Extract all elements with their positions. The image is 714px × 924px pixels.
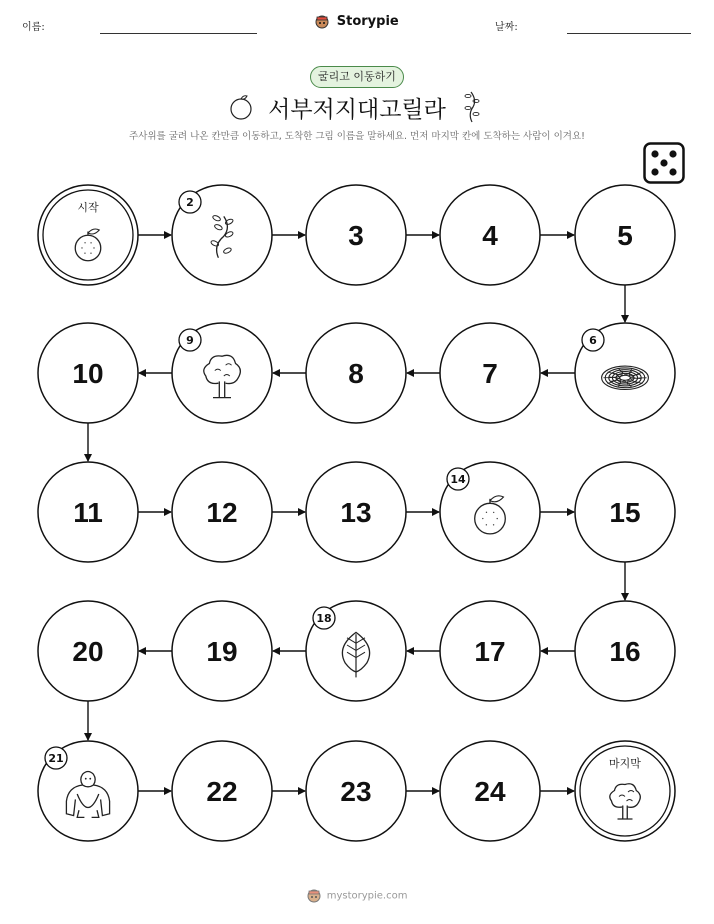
finish-space[interactable] [575,741,675,841]
space-number: 5 [617,220,633,251]
board-space-24[interactable] [440,741,540,841]
brand-name: Storypie [336,14,399,29]
date-label: 날짜: [495,22,518,33]
board-space-11[interactable] [38,462,138,562]
space-number: 13 [340,497,372,528]
board-space-2[interactable] [172,185,272,285]
instructions: 주사위를 굴려 나온 칸만큼 이동하고, 도착한 그림 이름을 말하세요. 먼저 마지막 칸에 도착하는 사람이 이겨요! [129,131,585,142]
space-number: 10 [72,358,104,389]
space-number: 8 [348,358,364,389]
footer-site: mystorypie.com [326,890,408,902]
space-number: 17 [474,636,506,667]
space-number: 11 [73,497,103,528]
board-space-7[interactable] [440,323,540,423]
page-title: 서부저지대고릴라 [268,97,446,123]
space-number: 19 [206,636,238,667]
board-space-3[interactable] [306,185,406,285]
finish-label: 마지막 [609,757,641,770]
board-space-6[interactable] [575,323,675,423]
board-space-17[interactable] [440,601,540,701]
space-number: 15 [609,497,641,528]
space-number: 20 [72,636,104,667]
space-number: 24 [474,776,506,807]
space-number: 3 [348,220,364,251]
space-number: 7 [482,358,498,389]
space-number: 23 [340,776,372,807]
start-space[interactable] [38,185,138,285]
board-space-14[interactable] [440,462,540,562]
board-space-23[interactable] [306,741,406,841]
board-space-5[interactable] [575,185,675,285]
start-label: 시작 [77,201,99,214]
board-space-20[interactable] [38,601,138,701]
board-space-9[interactable] [172,323,272,423]
name-label: 이름: [22,22,45,33]
space-number: 16 [609,636,641,667]
footer [0,888,714,903]
storypie-mascot-icon [307,888,321,903]
space-number: 6 [589,334,597,347]
space-number: 21 [48,752,64,765]
space-number: 14 [450,473,466,486]
board-space-12[interactable] [172,462,272,562]
board-space-18[interactable] [306,601,406,701]
space-number: 4 [482,220,498,251]
space-number: 9 [186,334,194,347]
board-space-8[interactable] [306,323,406,423]
game-type-badge: 굴리고 이동하기 [310,66,404,88]
space-number: 22 [206,776,238,807]
board-space-13[interactable] [306,462,406,562]
board-space-19[interactable] [172,601,272,701]
space-number: 18 [316,612,332,625]
board-space-21[interactable] [38,741,138,841]
space-number: 12 [206,497,238,528]
board-space-15[interactable] [575,462,675,562]
space-number: 2 [186,196,194,209]
board-space-22[interactable] [172,741,272,841]
board-space-10[interactable] [38,323,138,423]
board-space-16[interactable] [575,601,675,701]
board-space-4[interactable] [440,185,540,285]
